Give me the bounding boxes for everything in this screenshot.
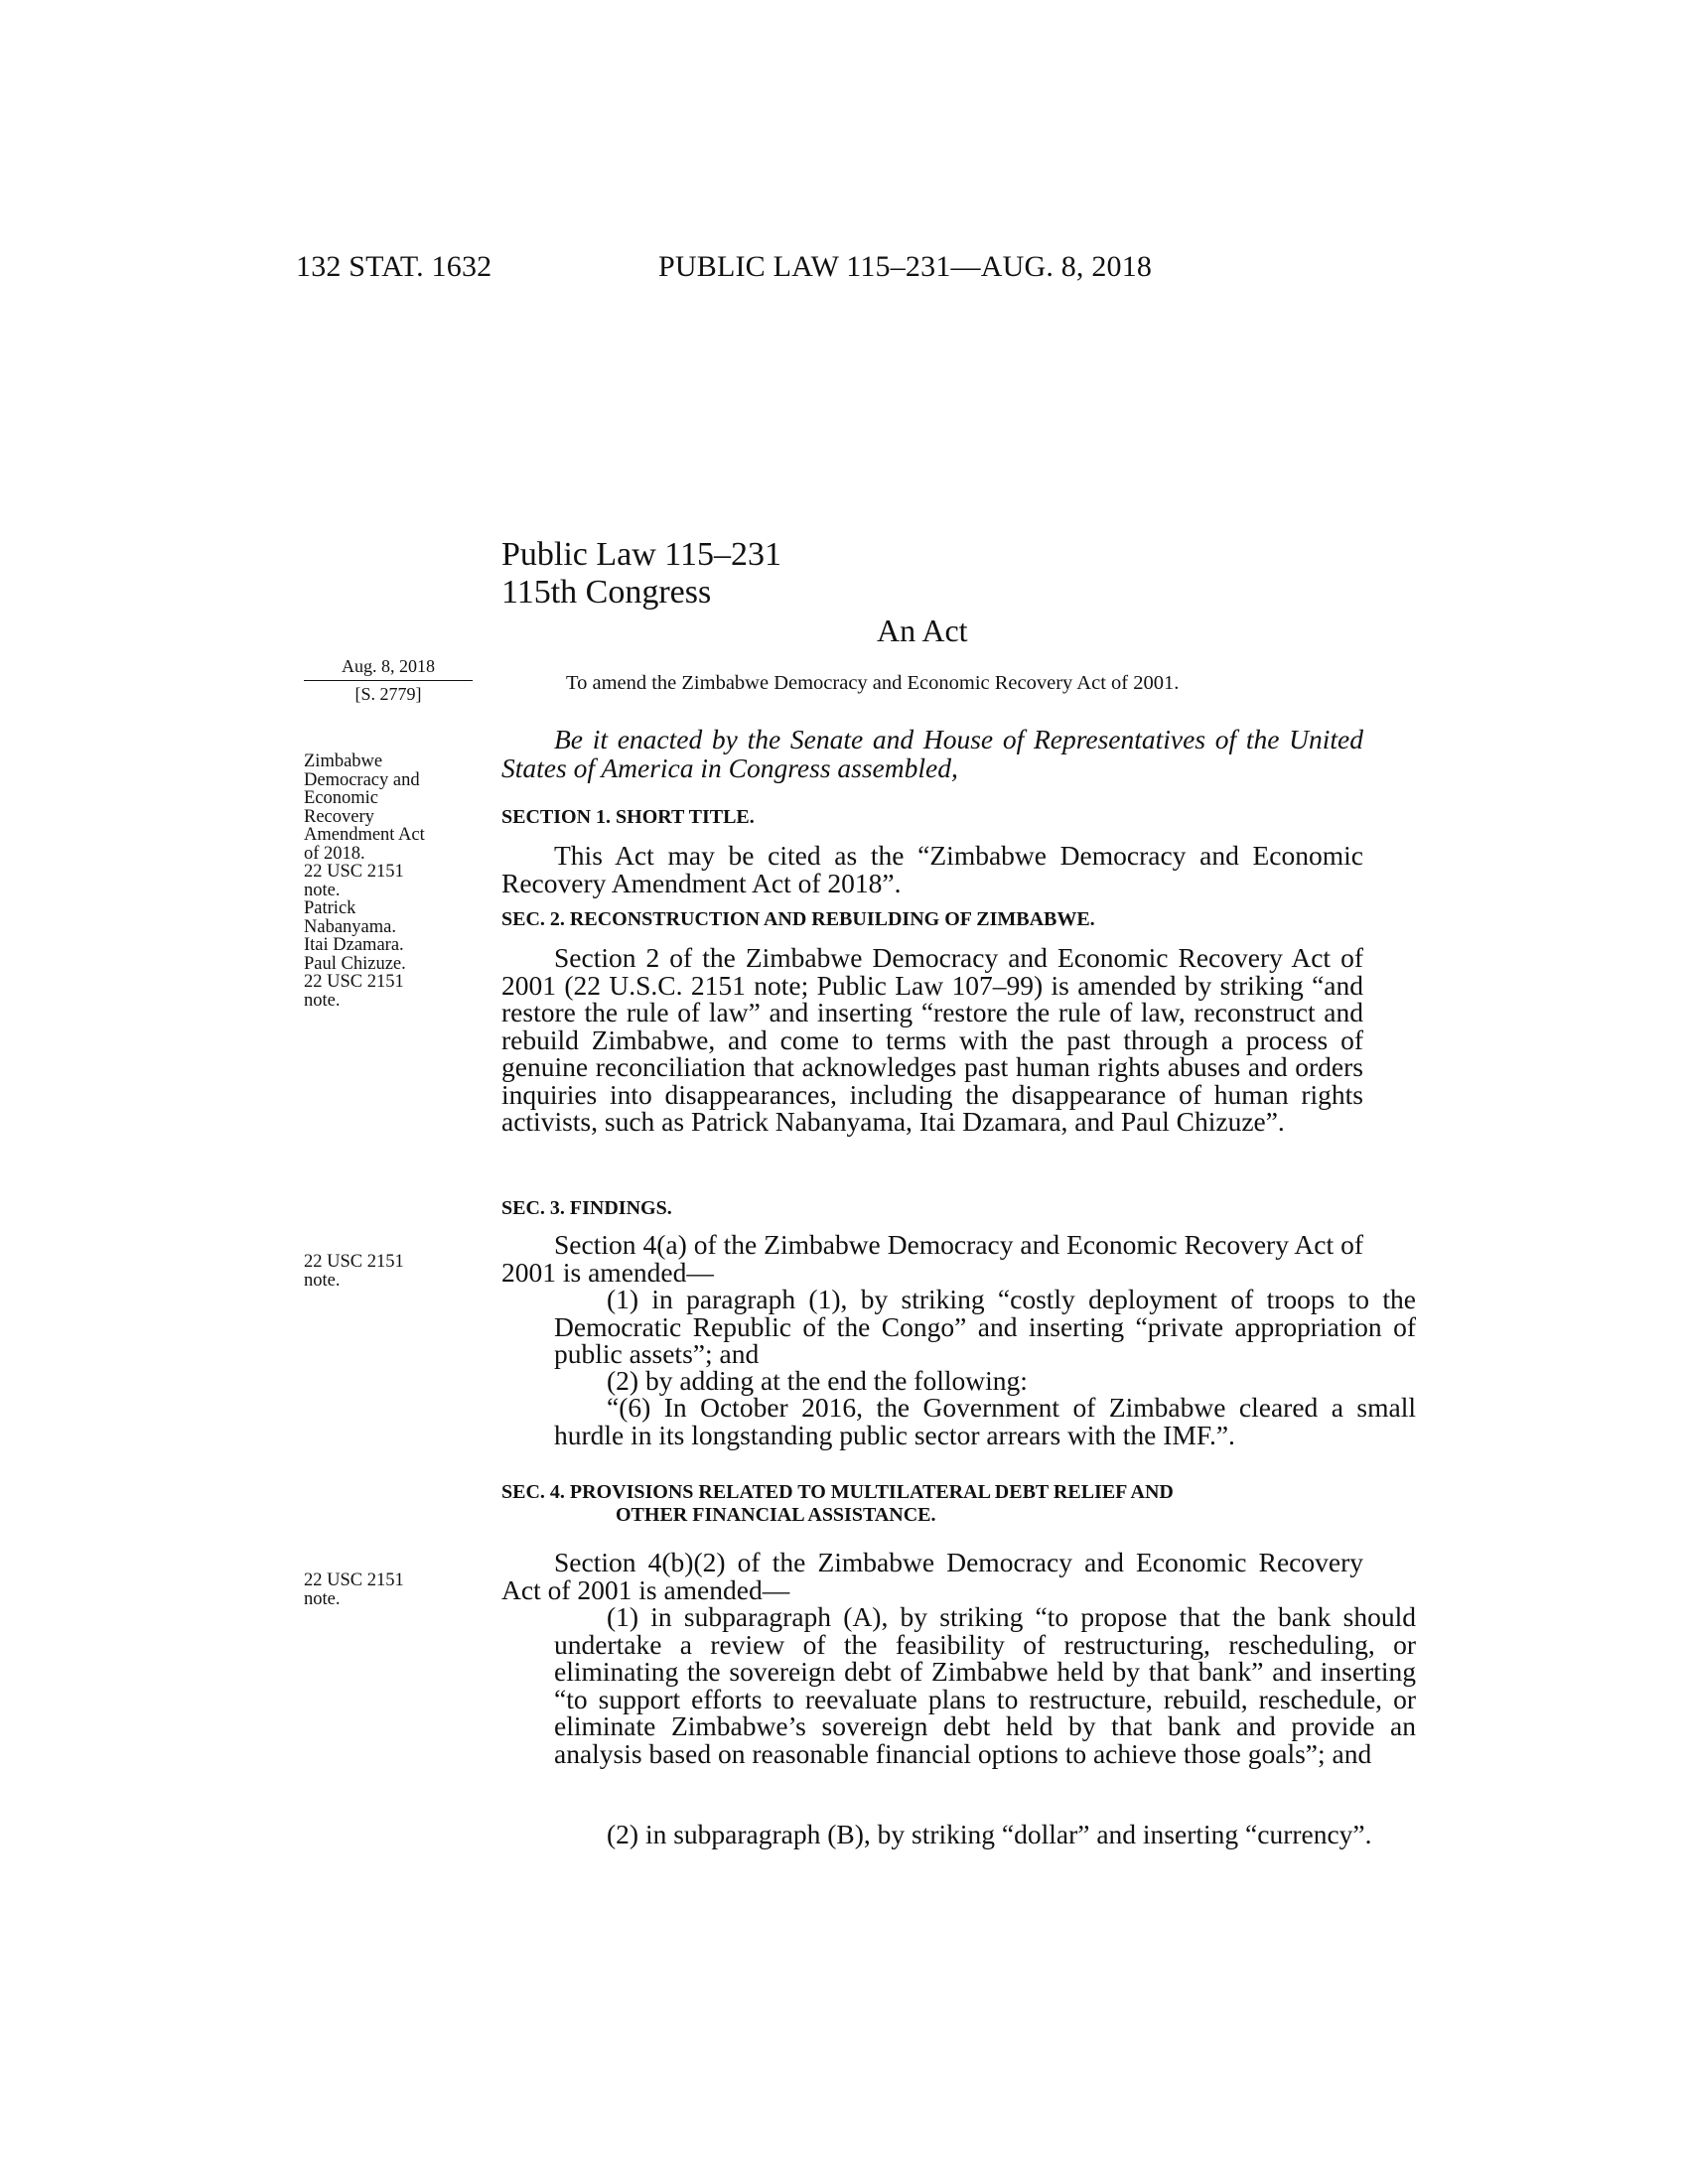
margin-note: 22 USC 2151: [304, 1570, 404, 1590]
enactment-date: Aug. 8, 2018: [342, 656, 435, 676]
margin-note: note.: [304, 1588, 341, 1609]
law-title-block: [501, 536, 781, 612]
margin-divider: [304, 680, 473, 681]
section-4-text: Section 4(b)(2) of the Zimbabwe Democracy and Economic Recovery Act of 2001 is amended—: [501, 1547, 1363, 1605]
page-number: 132 STAT. 1632: [296, 250, 492, 283]
enacting-clause: Be it enacted by the Senate and House of Representatives of the United States of America in Congress assembled,: [501, 724, 1363, 783]
margin-note: Itai Dzamara.: [304, 935, 404, 955]
margin-note: Paul Chizuze.: [304, 953, 406, 974]
section-4-heading-line-1: SEC. 4. PROVISIONS RELATED TO MULTILATERAL DEBT RELIEF AND: [501, 1481, 1174, 1503]
section-2-text: Section 2 of the Zimbabwe Democracy and Economic Recovery Act of 2001 (22 U.S.C. 2151 note; Public Law 107–99) is amended by striking “and restore the rule of law” and inserting “restore the rule of law, reconstruct and rebuild Zimbabwe, and come to terms with the past through a process of genuine reconciliation that acknowledges past human rights abuses and orders inquiries into disappearances, including the disappearance of human rights activists, such as Patrick Nabanyama, Itai Dzamara, and Paul Chizuze”.: [501, 942, 1363, 1137]
margin-note: note.: [304, 990, 341, 1011]
margin-note: 22 USC 2151: [304, 1252, 404, 1272]
act-title: An Act: [877, 613, 968, 648]
margin-note: Democracy and: [304, 769, 420, 790]
section-1-heading: SECTION 1. SHORT TITLE.: [501, 806, 755, 828]
margin-note: 22 USC 2151: [304, 972, 404, 992]
purpose-line: To amend the Zimbabwe Democracy and Economic Recovery Act of 2001.: [566, 672, 1180, 694]
section-3-heading: SEC. 3. FINDINGS.: [501, 1197, 672, 1219]
margin-note: Patrick: [304, 898, 356, 918]
margin-note: 22 USC 2151: [304, 862, 404, 882]
section-3-paragraph-6: “(6) In October 2016, the Government of Zimbabwe cleared a small hurdle in its longstanding public sector arrears with the IMF.”.: [554, 1392, 1416, 1450]
section-4-subparagraph-a: (1) in subparagraph (A), by striking “to propose that the bank should undertake a review of the feasibility of restructuring, rescheduling, or eliminating the sovereign debt of Zimbabwe held by that bank” and inserting “to support efforts to reevaluate plans to restructure, rebuild, reschedule, or eliminate Zimbabwe’s sovereign debt held by that bank and provide an analysis based on reasonable financial options to achieve those goals”; and: [554, 1601, 1416, 1769]
section-3-text: Section 4(a) of the Zimbabwe Democracy and Economic Recovery Act of 2001 is amended—: [501, 1229, 1363, 1288]
margin-note: note.: [304, 880, 341, 900]
margin-note: note.: [304, 1270, 341, 1291]
public-law-number: Public Law 115–231: [501, 536, 782, 573]
section-4-heading-line-2: OTHER FINANCIAL ASSISTANCE.: [616, 1504, 936, 1526]
margin-note: Economic: [304, 788, 379, 808]
margin-notes-1: [304, 752, 483, 1010]
section-3-paragraph-2: (2) by adding at the end the following:: [607, 1365, 1028, 1396]
margin-note: Amendment Act: [304, 825, 425, 845]
margin-note: Nabanyama.: [304, 916, 396, 937]
section-2-heading: SEC. 2. RECONSTRUCTION AND REBUILDING OF ZIMBABWE.: [501, 908, 1095, 930]
section-4-heading: [501, 1481, 1363, 1527]
running-title: PUBLIC LAW 115–231—AUG. 8, 2018: [658, 250, 1153, 283]
bill-number: [S. 2779]: [354, 684, 422, 704]
margin-note: of 2018.: [304, 843, 365, 864]
section-4-subparagraph-b: (2) in subparagraph (B), by striking “dollar” and inserting “currency”.: [607, 1819, 1372, 1849]
margin-note: Zimbabwe: [304, 751, 383, 771]
margin-notes-3: [304, 1571, 483, 1608]
section-1-text: This Act may be cited as the “Zimbabwe Democracy and Economic Recovery Amendment Act of 2018”.: [501, 840, 1363, 898]
margin-notes-2: [304, 1253, 483, 1290]
margin-note: Recovery: [304, 806, 374, 827]
section-3-paragraph-1: (1) in paragraph (1), by striking “costly deployment of troops to the Democratic Republic of the Congo” and inserting “private appropriation of public assets”; and: [554, 1284, 1416, 1369]
congress-number: 115th Congress: [501, 574, 712, 611]
margin-date-block: [304, 654, 473, 707]
